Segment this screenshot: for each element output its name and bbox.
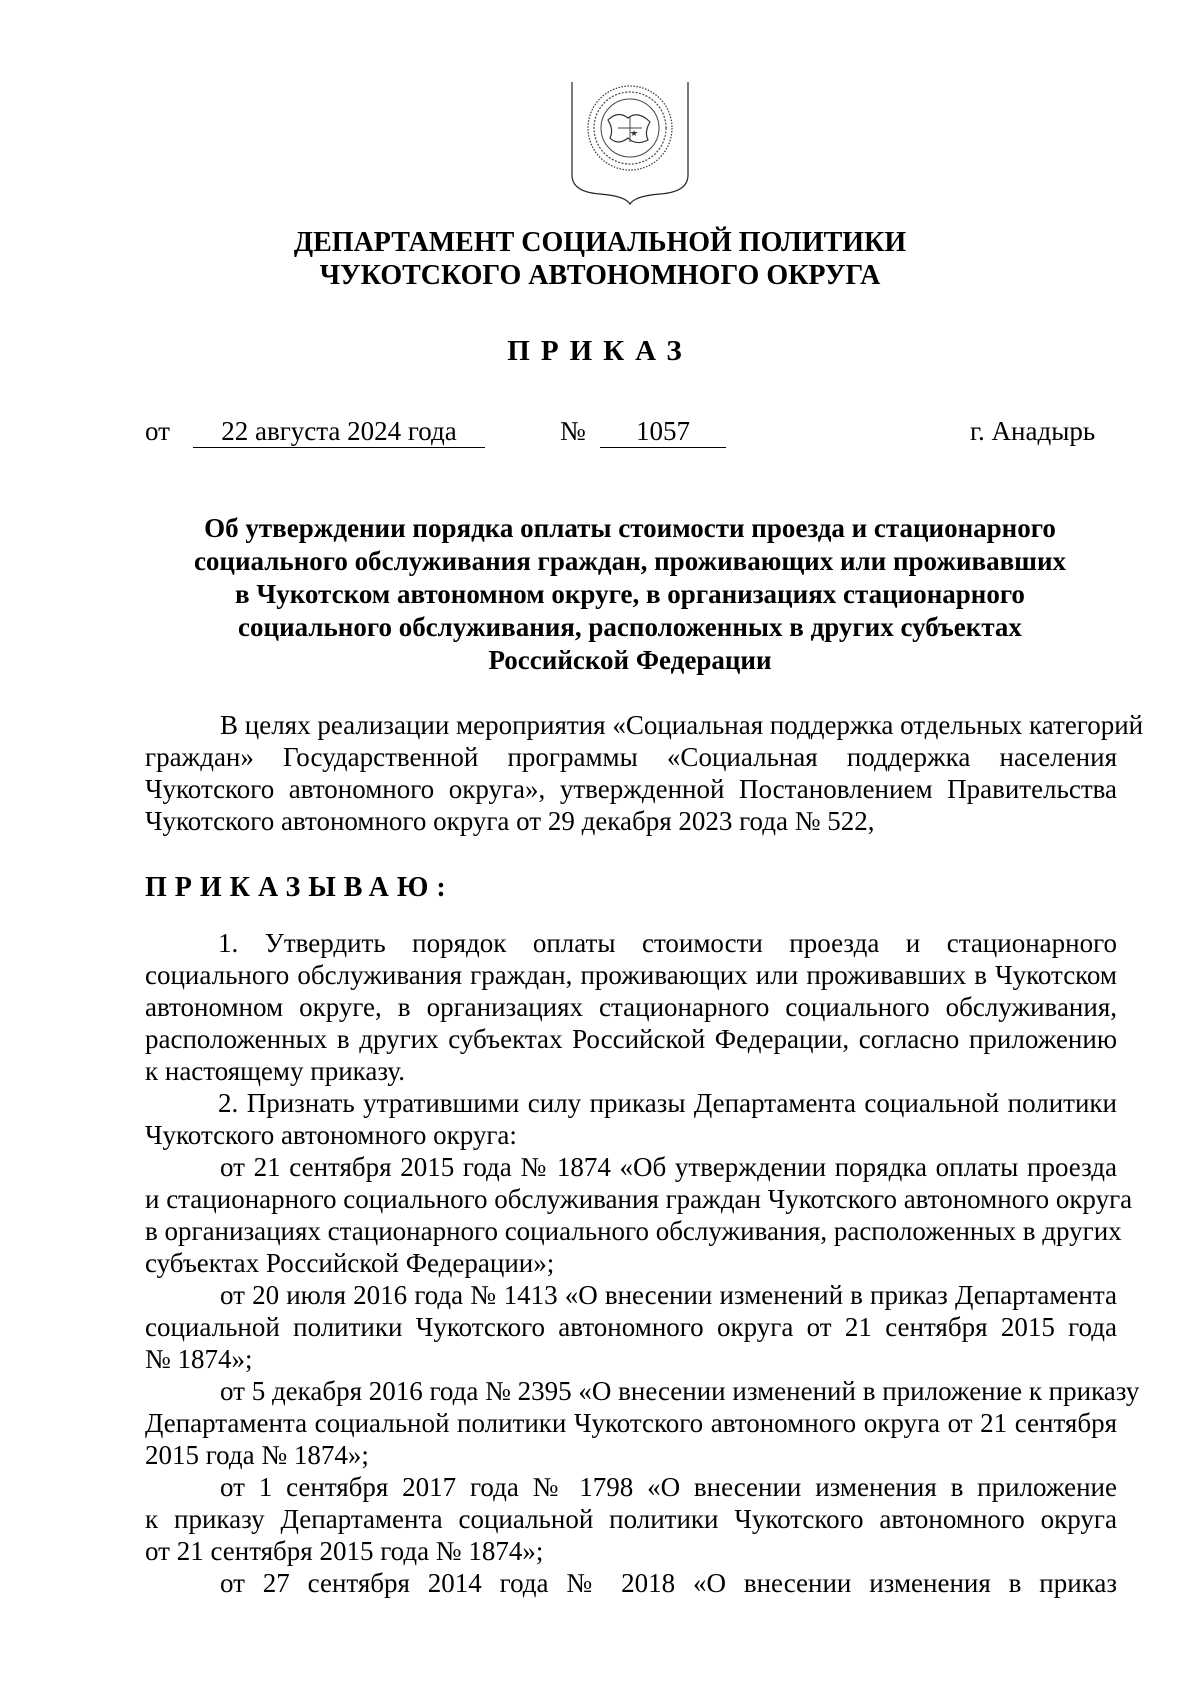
body-line: и стационарного социального обслуживания граждан Чукотского автономного округа	[145, 1184, 1133, 1214]
coat-of-arms-emblem-icon	[570, 80, 690, 205]
body-line: от 27 сентября 2014 года № 2018 «О внесении изменения в приказ	[220, 1568, 1117, 1598]
body-line: Чукотского автономного округа:	[145, 1120, 517, 1150]
body-line: от 1 сентября 2017 года № 1798 «О внесении изменения в приложение	[220, 1472, 1117, 1502]
document-type-heading: ПРИКАЗ	[507, 335, 693, 367]
department-name-line-1: ДЕПАРТАМЕНТ СОЦИАЛЬНОЙ ПОЛИТИКИ	[293, 227, 907, 258]
preamble-line: Чукотского автономного округа от 29 декабря 2023 года № 522,	[145, 806, 875, 836]
date-from-label: от	[145, 416, 170, 446]
body-line: от 20 июля 2016 года № 1413 «О внесении изменений в приказ Департамента	[220, 1280, 1117, 1310]
body-line: Департамента социальной политики Чукотского автономного округа от 21 сентября	[145, 1408, 1117, 1438]
body-line: социального обслуживания граждан, проживающих или проживавших в Чукотском	[145, 960, 1117, 990]
body-line: расположенных в других субъектах Российской Федерации, согласно приложению	[145, 1024, 1117, 1054]
body-line: от 5 декабря 2016 года № 2395 «О внесении изменений в приложение к приказу	[220, 1376, 1140, 1406]
title-line: в Чукотском автономном округе, в организациях стационарного	[235, 579, 1025, 609]
body-line: к приказу Департамента социальной политики Чукотского автономного округа	[145, 1504, 1117, 1534]
body-line: 2. Признать утратившими силу приказы Департамента социальной политики	[218, 1088, 1117, 1118]
title-line: социального обслуживания, расположенных в других субъектах	[238, 612, 1022, 642]
document-title	[140, 512, 1120, 677]
document-number: 1057	[600, 415, 726, 448]
preamble-line: Чукотского автономного округа», утвержденной Постановлением Правительства	[145, 774, 1117, 804]
document-date: 22 августа 2024 года	[193, 415, 485, 448]
body-line: социальной политики Чукотского автономного округа от 21 сентября 2015 года	[145, 1312, 1117, 1342]
document-city: г. Анадырь	[970, 416, 1096, 446]
body-line: № 1874»;	[145, 1344, 253, 1374]
title-line: социального обслуживания граждан, проживающих или проживавших	[193, 546, 1067, 576]
body-line: от 21 сентября 2015 года № 1874»;	[145, 1536, 544, 1566]
preamble-line: В целях реализации мероприятия «Социальная поддержка отдельных категорий	[220, 710, 1144, 740]
preamble-line: граждан» Государственной программы «Социальная поддержка населения	[145, 742, 1117, 772]
order-word-heading: ПРИКАЗЫВАЮ:	[145, 872, 454, 903]
body-line: в организациях стационарного социального обслуживания, расположенных в других	[145, 1216, 1122, 1246]
body-line: субъектах Российской Федерации»;	[145, 1248, 555, 1278]
body-line: 2015 года № 1874»;	[145, 1440, 369, 1470]
number-label: №	[560, 416, 586, 446]
body-line: к настоящему приказу.	[145, 1056, 405, 1086]
title-line: Российской Федерации	[488, 645, 772, 675]
body-line: от 21 сентября 2015 года № 1874 «Об утверждении порядка оплаты проезда	[220, 1152, 1117, 1182]
body-line: 1. Утвердить порядок оплаты стоимости проезда и стационарного	[218, 928, 1117, 958]
department-name-line-2: ЧУКОТСКОГО АВТОНОМНОГО ОКРУГА	[319, 260, 881, 291]
title-line: Об утверждении порядка оплаты стоимости проезда и стационарного	[204, 513, 1056, 543]
body-line: автономном округе, в организациях стационарного социального обслуживания,	[145, 992, 1117, 1022]
